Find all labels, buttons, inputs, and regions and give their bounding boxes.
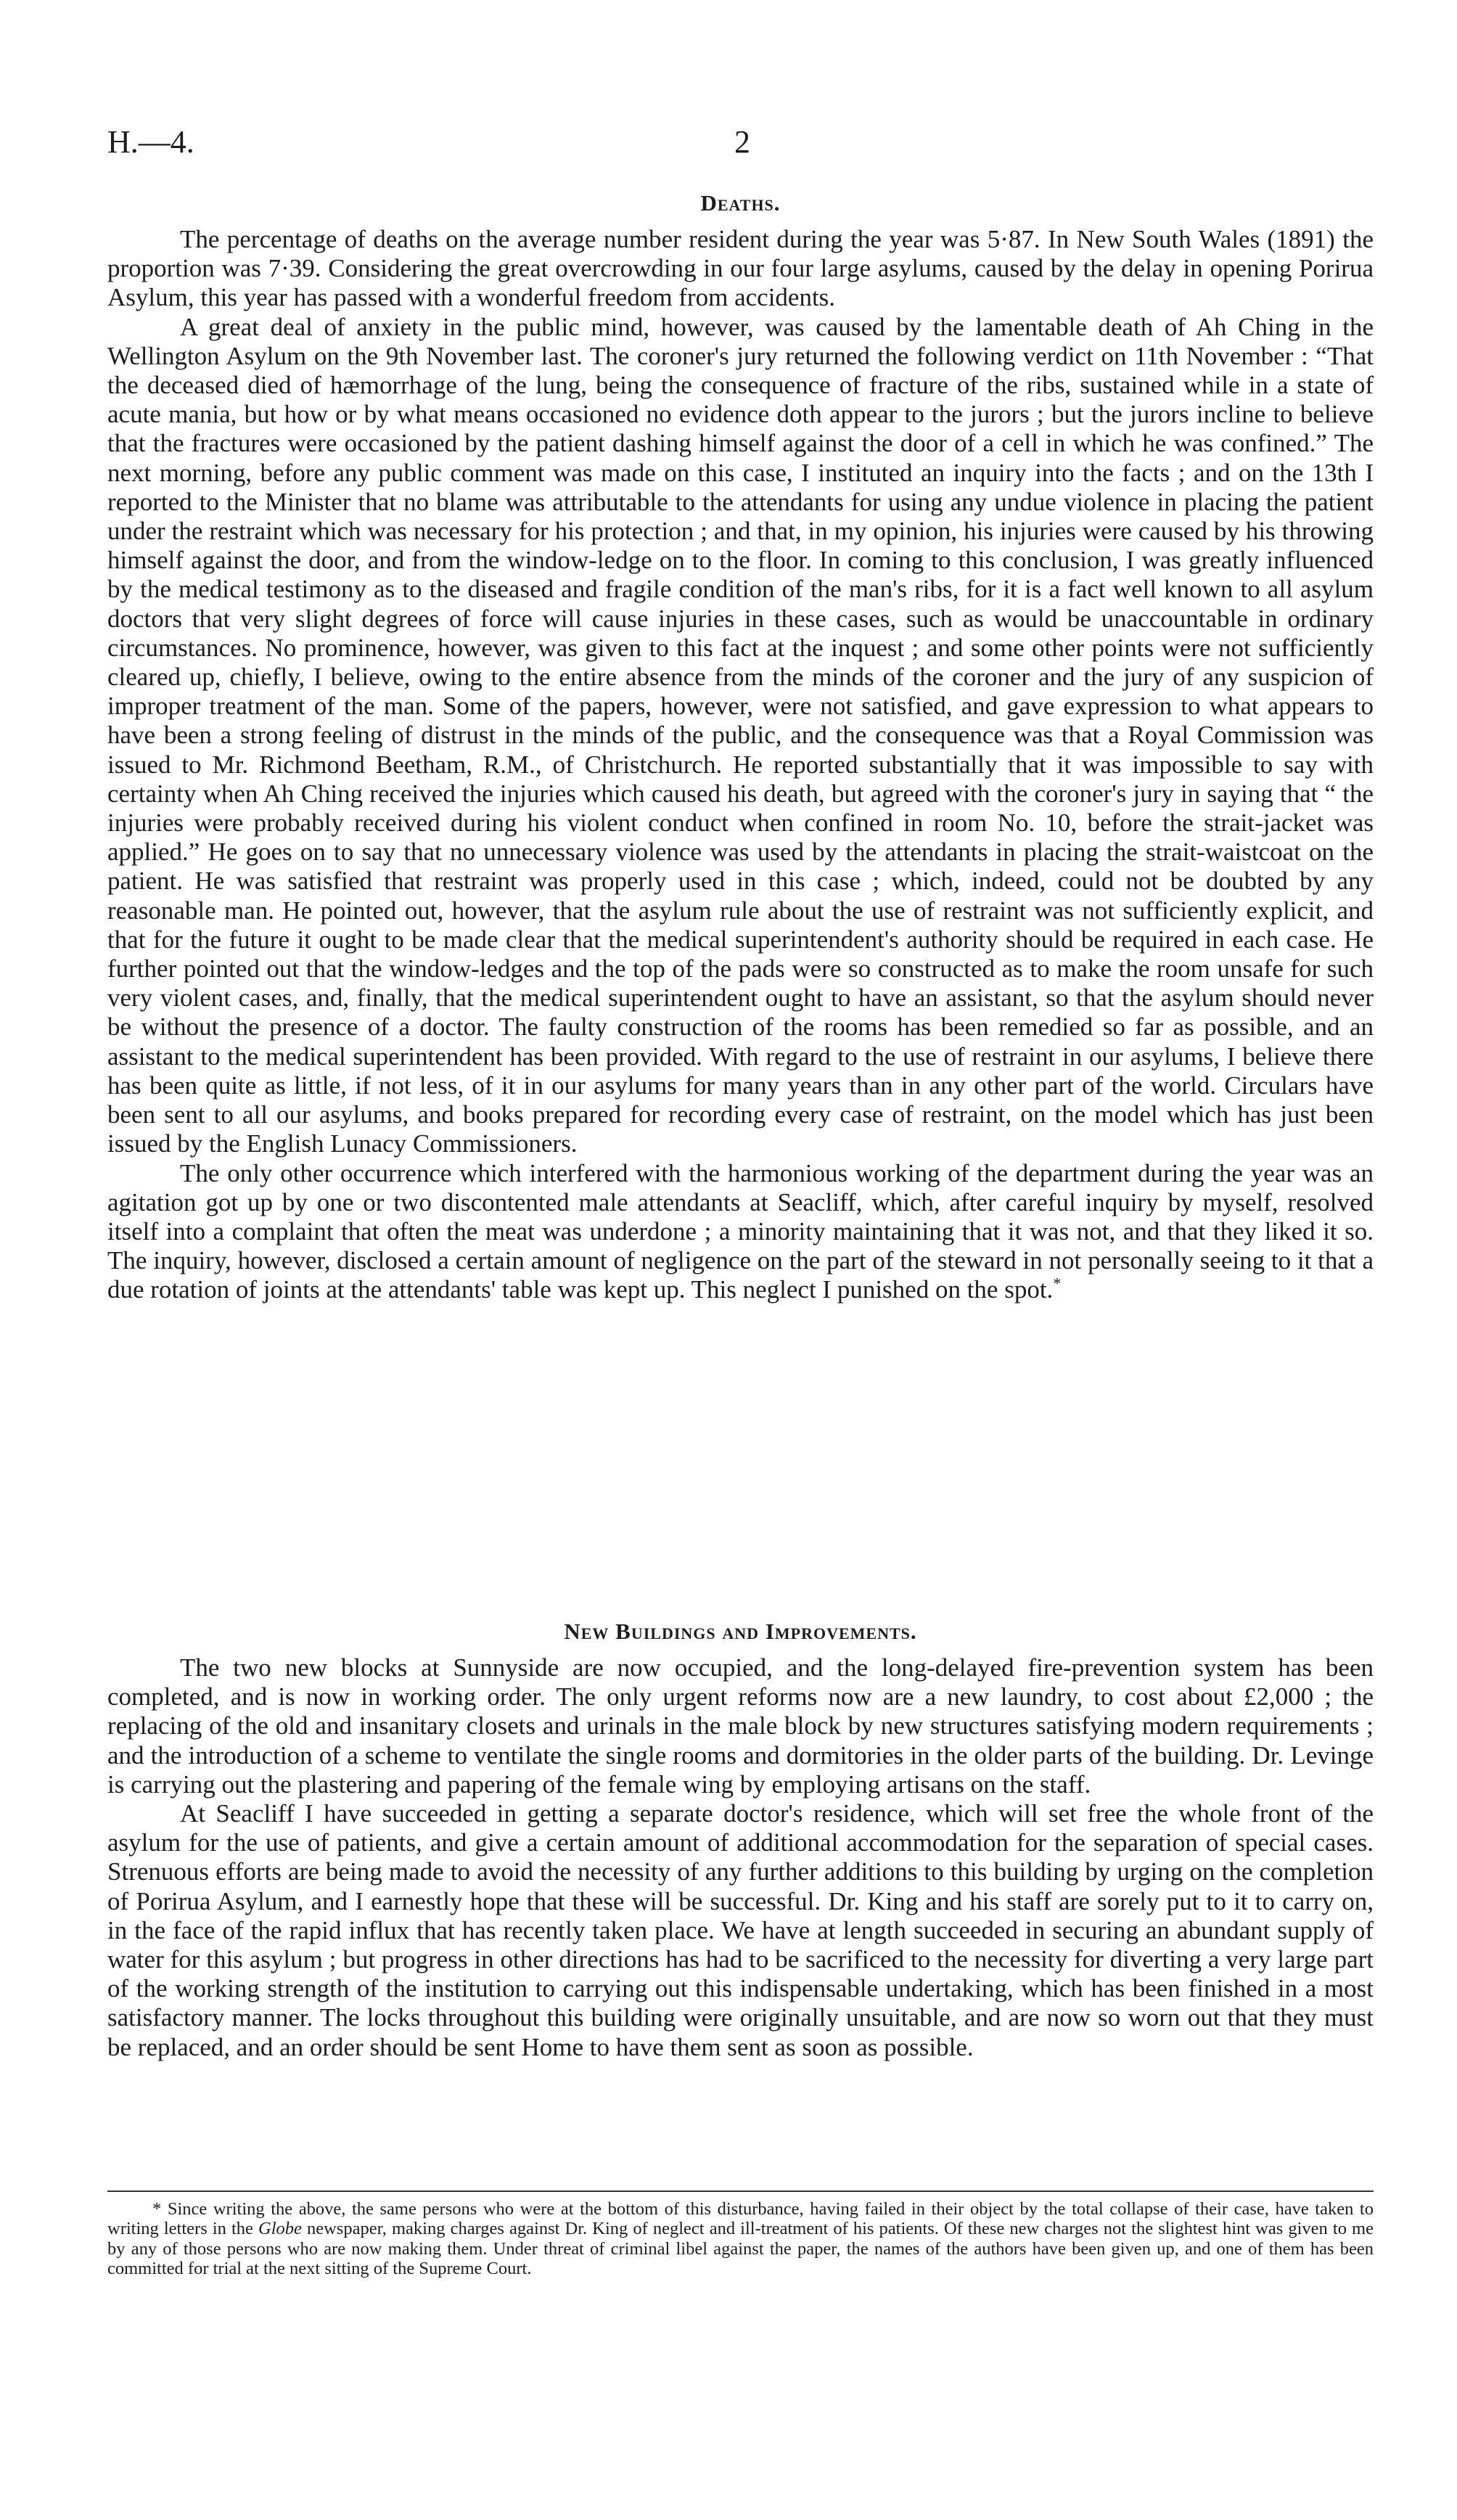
footnote-marker: * <box>152 2199 162 2219</box>
footnote-text-end: newspaper, making charges against Dr. King of neglect and ill-treatment of his patients. Of these new charges not the slightest hint was given to me by any of those persons who are now making them. Under threat of criminal libel against the paper, the names of the authors have been given up, and one of them has been committed for trial at the next sitting of the Supreme Court. <box>107 2219 1374 2279</box>
footnote <box>107 2199 1374 2279</box>
footnote-reference-mark[interactable]: * <box>1053 1274 1062 1293</box>
paragraph-deaths-3-text: The only other occurrence which interfered with the harmonious working of the department during the year was an agitation got up by one or two discontented male attendants at Seacliff, which, after careful inquiry by myself, resolved itself into a complaint that often the meat was underdone ; a minority maintaining that it was not, and that they liked it so. The inquiry, however, disclosed a certain amount of negligence on the part of the steward in not personally seeing to it that a due rotation of joints at the attendants' table was kept up. This neglect I punished on the spot. <box>107 1158 1374 1304</box>
running-header <box>107 123 1377 174</box>
footnote-newspaper-title: Globe <box>258 2219 302 2239</box>
footnote-text-start: Since writing the above, the same persons who were at the bottom of this disturbance, having failed in their object by the total collapse of their case, have taken to writing letters in the <box>107 2199 1374 2239</box>
footnote-divider <box>107 2190 1374 2192</box>
paragraph-buildings-1: The two new blocks at Sunnyside are now occupied, and the long-delayed fire-prevention system has been completed, and is now in working order. The only urgent reforms now are a new laundry, to cost about £2,000 ; the replacing of the old and insanitary closets and urinals in the male block by new structures satisfying modern requirements ; and the introduction of a scheme to ventilate the single rooms and dormitories in the older parts of the building. Dr. Levinge is carrying out the plastering and papering of the female wing by employing artisans on the staff. <box>107 1653 1374 1799</box>
section-heading-new-buildings: New Buildings and Improvements. <box>564 1619 917 1644</box>
paragraph-deaths-3 <box>107 1159 1374 1305</box>
document-reference: H.—4. <box>107 124 194 160</box>
paragraph-buildings-2: At Seacliff I have succeeded in getting a separate doctor's residence, which will set free the whole front of the asylum for the use of patients, and give a certain amount of additional accommodation for the separation of special cases. Strenuous efforts are being made to avoid the necessity of any further additions to this building by urging on the completion of Porirua Asylum, and I earnestly hope that these will be successful. Dr. King and his staff are sorely put to it to carry on, in the face of the rapid influx that has recently taken place. We have at length succeeded in securing an abundant supply of water for this asylum ; but progress in other directions has had to be sacrificed to the necessity for diverting a very large part of the working strength of the institution to carrying out this indispensable undertaking, which has been finished in a most satisfactory manner. The locks throughout this building were originally unsuitable, and are now so worn out that they must be replaced, and an order should be sent Home to have them sent as soon as possible. <box>107 1799 1374 2061</box>
paragraph-deaths-1: The percentage of deaths on the average number resident during the year was 5·87. In New South Wales (1891) the proportion was 7·39. Considering the great overcrowding in our four large asylums, caused by the delay in opening Porirua Asylum, this year has passed with a wonderful freedom from accidents. <box>107 225 1374 312</box>
section-heading-deaths: Deaths. <box>700 190 781 216</box>
page-number: 2 <box>734 124 750 160</box>
section-new-buildings <box>107 1619 1374 2062</box>
paragraph-deaths-2: A great deal of anxiety in the public mind, however, was caused by the lamentable death of Ah Ching in the Wellington Asylum on the 9th November last. The coroner's jury returned the following verdict on 11th November : “That the deceased died of hæmorrhage of the lung, being the consequence of fracture of the ribs, sustained while in a state of acute mania, but how or by what means occasioned no evidence doth appear to the jurors ; but the jurors incline to believe that the fractures were occasioned by the patient dashing himself against the door of a cell in which he was confined.” The next morning, before any public comment was made on this case, I instituted an inquiry into the facts ; and on the 13th I reported to the Minister that no blame was attributable to the attendants for using any undue violence in placing the patient under the restraint which was necessary for his protection ; and that, in my opinion, his injuries were caused by his throwing himself against the door, and from the window-ledge on to the floor. In coming to this conclusion, I was greatly influenced by the medical testimony as to the diseased and fragile condition of the man's ribs, for it is a fact well known to all asylum doctors that very slight degrees of force will cause injuries in these cases, such as would be unaccountable in ordinary circumstances. No prominence, however, was given to this fact at the inquest ; and some other points were not sufficiently cleared up, chiefly, I believe, owing to the entire absence from the minds of the coroner and the jury of any suspicion of improper treatment of the man. Some of the papers, however, were not satisfied, and gave expression to what appears to have been a strong feeling of distrust in the minds of the public, and the consequence was that a Royal Commission was issued to Mr. Richmond Beetham, R.M., of Christchurch. He reported substantially that it was impossible to say with certainty when Ah Ching received the injuries which caused his death, but agreed with the coroner's jury in saying that “ the injuries were probably received during his violent conduct when confined in room No. 10, before the strait-jacket was applied.” He goes on to say that no unnecessary violence was used by the attendants in placing the strait-waistcoat on the patient. He was satisfied that restraint was properly used in this case ; which, indeed, could not be doubted by any reasonable man. He pointed out, however, that the asylum rule about the use of restraint was not sufficiently explicit, and that for the future it ought to be made clear that the medical superintendent's authority should be required in each case. He further pointed out that the window-ledges and the top of the pads were so constructed as to make the room unsafe for such very violent cases, and, finally, that the medical superintendent ought to have an assistant, so that the asylum should never be without the presence of a doctor. The faulty construction of the rooms has been remedied so far as possible, and an assistant to the medical superintendent has been provided. With regard to the use of restraint in our asylums, I believe there has been quite as little, if not less, of it in our asylums for many years than in any other part of the world. Circulars have been sent to all our asylums, and books prepared for recording every case of restraint, on the model which has just been issued by the English Lunacy Commissioners. <box>107 312 1374 1158</box>
section-deaths <box>107 190 1374 1305</box>
